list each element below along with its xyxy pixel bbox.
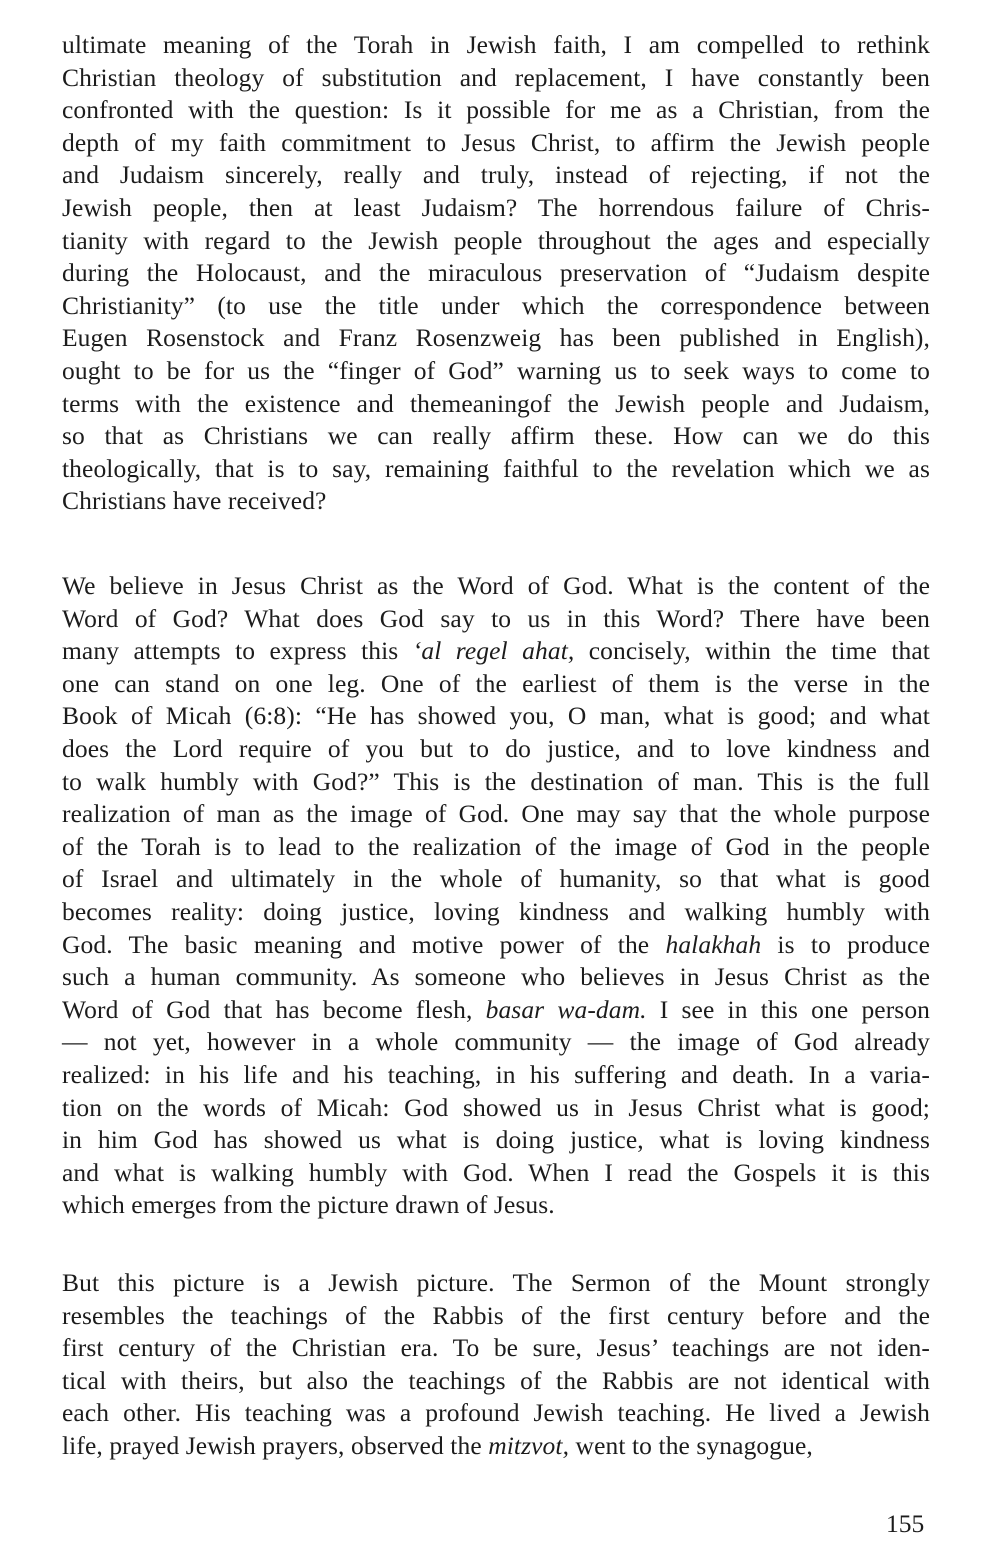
text-line: Book of Micah (6:8): “He has showed you, O man, what is good; and what [62, 701, 930, 731]
text-line: tianity with regard to the Jewish people throughout the ages and especially [62, 225, 930, 255]
text-line: tical with theirs, but also the teachings of the Rabbis are not identical with [62, 1365, 930, 1395]
text-line: terms with the existence and themeaningof the Jewish people and Judaism, [62, 388, 930, 418]
text-line: Eugen Rosenstock and Franz Rosenzweig has been published in English), [62, 323, 930, 353]
text-line: in him God has showed us what is doing justice, what is loving kindness [62, 1125, 930, 1155]
text-line: tion on the words of Micah: God showed us in Jesus Christ what is good; [62, 1092, 930, 1122]
text-line: becomes reality: doing justice, loving kindness and walking humbly with [62, 897, 930, 926]
text-line: ultimate meaning of the Torah in Jewish faith, I am compelled to rethink [62, 30, 930, 59]
text-line: Word of God? What does God say to us in this Word? There have been [62, 603, 930, 633]
text-line: confronted with the question: Is it possible for me as a Christian, from the [62, 95, 930, 125]
text-line: and what is walking humbly with God. When I read the Gospels it is this [62, 1157, 930, 1187]
text-line: ought to be for us the “finger of God” warning us to seek ways to come to [62, 356, 930, 385]
text-line: God. The basic meaning and motive power of the halakhah is to produce [62, 929, 931, 959]
text-line: realization of man as the image of God. One may say that the whole purpose [62, 799, 930, 829]
text-line: Christian theology of substitution and replacement, I have constantly been [62, 62, 930, 92]
text-line: Christianity” (to use the title under which the correspondence between [62, 290, 930, 320]
text-line: Word of God that has become flesh, basar wa-dam. I see in this one person [62, 994, 931, 1024]
text-line: first century of the Christian era. To be sure, Jesus’ teachings are not iden- [62, 1333, 930, 1363]
page-number: 155 [886, 1509, 925, 1538]
text-line: But this picture is a Jewish picture. The Sermon of the Mount strongly [62, 1268, 930, 1297]
text-line: Jewish people, then at least Judaism? The horrendous failure of Chris- [62, 193, 930, 222]
text-line: of the Torah is to lead to the realization of the image of God in the people [62, 831, 930, 861]
text-line: each other. His teaching was a profound Jewish teaching. He lived a Jewish [62, 1398, 930, 1428]
text-line: so that as Christians we can really affirm these. How can we do this [62, 421, 930, 451]
text-line: many attempts to express this ‘al regel ahat, concisely, within the time that [62, 636, 930, 666]
text-line: during the Holocaust, and the miraculous preservation of “Judaism despite [62, 258, 930, 288]
text-line: We believe in Jesus Christ as the Word of God. What is the content of the [62, 571, 930, 600]
text-line: which emerges from the picture drawn of Jesus. [62, 1190, 555, 1220]
text-line: and Judaism sincerely, really and truly, instead of rejecting, if not the [62, 160, 930, 190]
text-line: of Israel and ultimately in the whole of humanity, so that what is good [62, 864, 930, 894]
text-line: does the Lord require of you but to do justice, and to love kindness and [62, 734, 930, 763]
text-line: resembles the teachings of the Rabbis of the first century before and the [62, 1300, 930, 1330]
text-line: depth of my faith commitment to Jesus Christ, to affirm the Jewish people [62, 127, 930, 157]
book-page [62, 0, 930, 1562]
text-line: realized: in his life and his teaching, in his suffering and death. In a varia- [62, 1060, 930, 1089]
text-line: theologically, that is to say, remaining faithful to the revelation which we as [62, 453, 930, 483]
text-line: to walk humbly with God?” This is the destination of man. This is the full [62, 766, 930, 796]
text-line: such a human community. As someone who believes in Jesus Christ as the [62, 962, 930, 992]
text-line: one can stand on one leg. One of the earliest of them is the verse in the [62, 668, 930, 698]
text-line: life, prayed Jewish prayers, observed the mitzvot, went to the synagogue, [62, 1431, 813, 1460]
text-line: Christians have received? [62, 486, 327, 516]
text-line: — not yet, however in a whole community — the image of God already [62, 1027, 930, 1057]
